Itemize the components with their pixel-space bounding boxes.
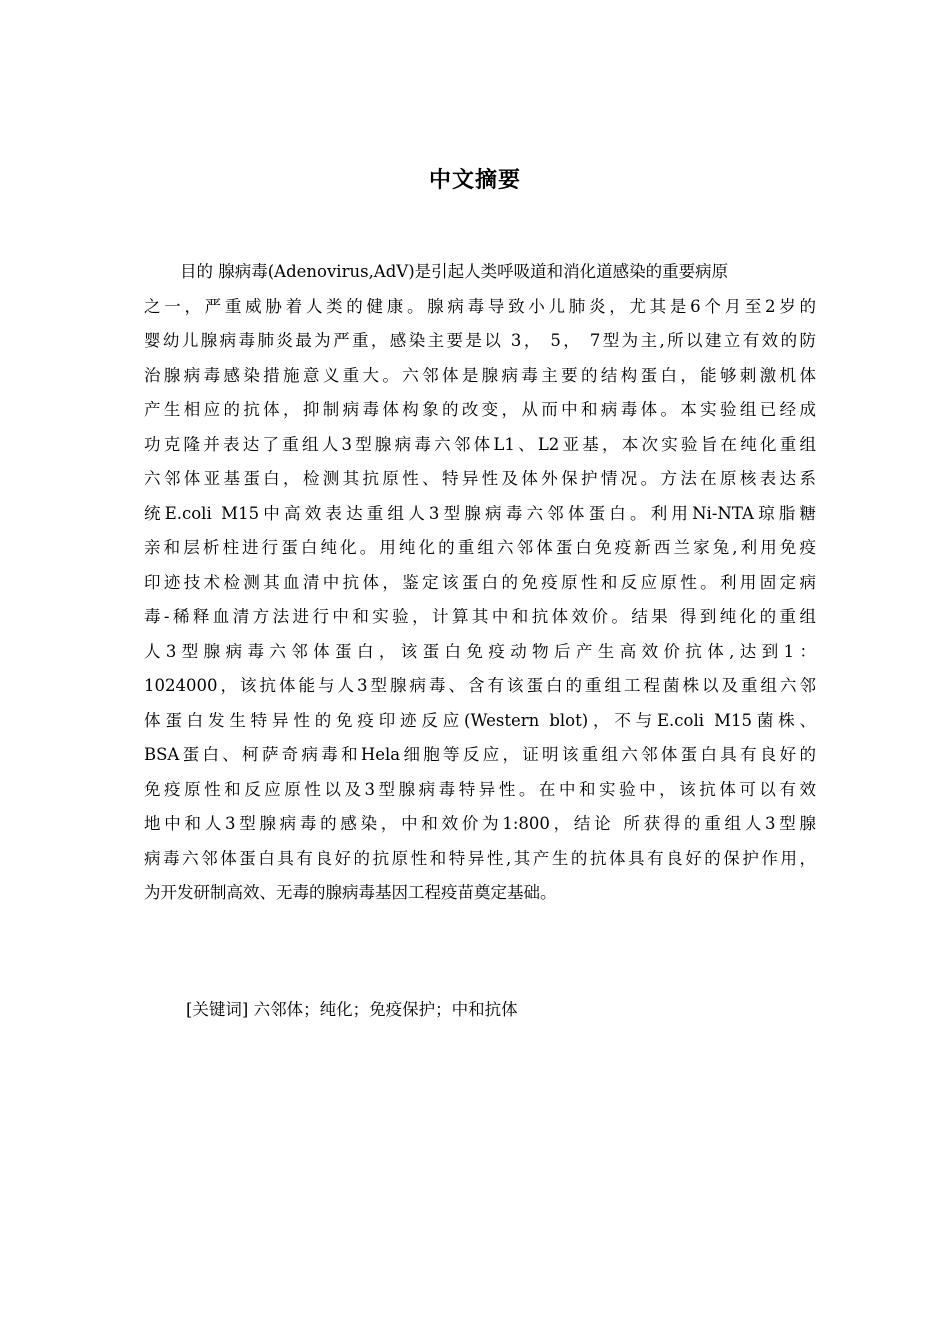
page-title: 中文摘要 <box>428 168 521 193</box>
abstract-line: 毒-稀释血清方法进行中和实验，计算其中和抗体效价。结果 得到纯化的重组 <box>144 607 816 626</box>
abstract-line: 地中和人3型腺病毒的感染，中和效价为1:800，结论 所获得的重组人3型腺 <box>144 814 816 833</box>
abstract-line: 功克隆并表达了重组人3型腺病毒六邻体L1、L2亚基，本次实验旨在纯化重组 <box>144 434 816 454</box>
abstract-line: 为开发研制高效、无毒的腺病毒基因工程疫苗奠定基础。 <box>144 883 557 902</box>
abstract-line: 人3型腺病毒六邻体蛋白，该蛋白免疫动物后产生高效价抗体,达到1： <box>144 641 816 661</box>
abstract-line: 治腺病毒感染措施意义重大。六邻体是腺病毒主要的结构蛋白，能够刺激机体 <box>144 365 816 385</box>
abstract-line: 目的 腺病毒(Adenovirus,AdV)是引起人类呼吸道和消化道感染的重要病原 <box>180 262 729 281</box>
abstract-line: 1024000，该抗体能与人3型腺病毒、含有该蛋白的重组工程菌株以及重组六邻 <box>144 676 816 695</box>
abstract-body <box>144 255 816 911</box>
abstract-line: 病毒六邻体蛋白具有良好的抗原性和特异性,其产生的抗体具有良好的保护作用， <box>144 848 816 868</box>
abstract-line: 婴幼儿腺病毒肺炎最为严重，感染主要是以 3， 5， 7型为主,所以建立有效的防 <box>144 331 816 350</box>
abstract-line: 体蛋白发生特异性的免疫印迹反应(Western blot)，不与E.coli M15菌株、 <box>144 710 816 730</box>
abstract-line: 亲和层析柱进行蛋白纯化。用纯化的重组六邻体蛋白免疫新西兰家兔,利用免疫 <box>144 538 816 557</box>
abstract-line: 产生相应的抗体，抑制病毒体构象的改变，从而中和病毒体。本实验组已经成 <box>144 400 816 419</box>
abstract-line: 六邻体亚基蛋白，检测其抗原性、特异性及体外保护情况。方法在原核表达系 <box>144 469 816 488</box>
abstract-line: 之一，严重威胁着人类的健康。腺病毒导致小儿肺炎，尤其是6个月至2岁的 <box>144 296 816 316</box>
abstract-line: 印迹技术检测其血清中抗体，鉴定该蛋白的免疫原性和反应原性。利用固定病 <box>144 572 816 592</box>
abstract-line: 免疫原性和反应原性以及3型腺病毒特异性。在中和实验中，该抗体可以有效 <box>144 779 816 799</box>
abstract-line: 统E.coli M15中高效表达重组人3型腺病毒六邻体蛋白。利用Ni-NTA琼脂糖 <box>144 503 816 523</box>
keywords: [关键词] 六邻体；纯化；免疫保护；中和抗体 <box>186 1000 518 1019</box>
abstract-line: BSA蛋白、柯萨奇病毒和Hela细胞等反应，证明该重组六邻体蛋白具有良好的 <box>144 745 816 764</box>
